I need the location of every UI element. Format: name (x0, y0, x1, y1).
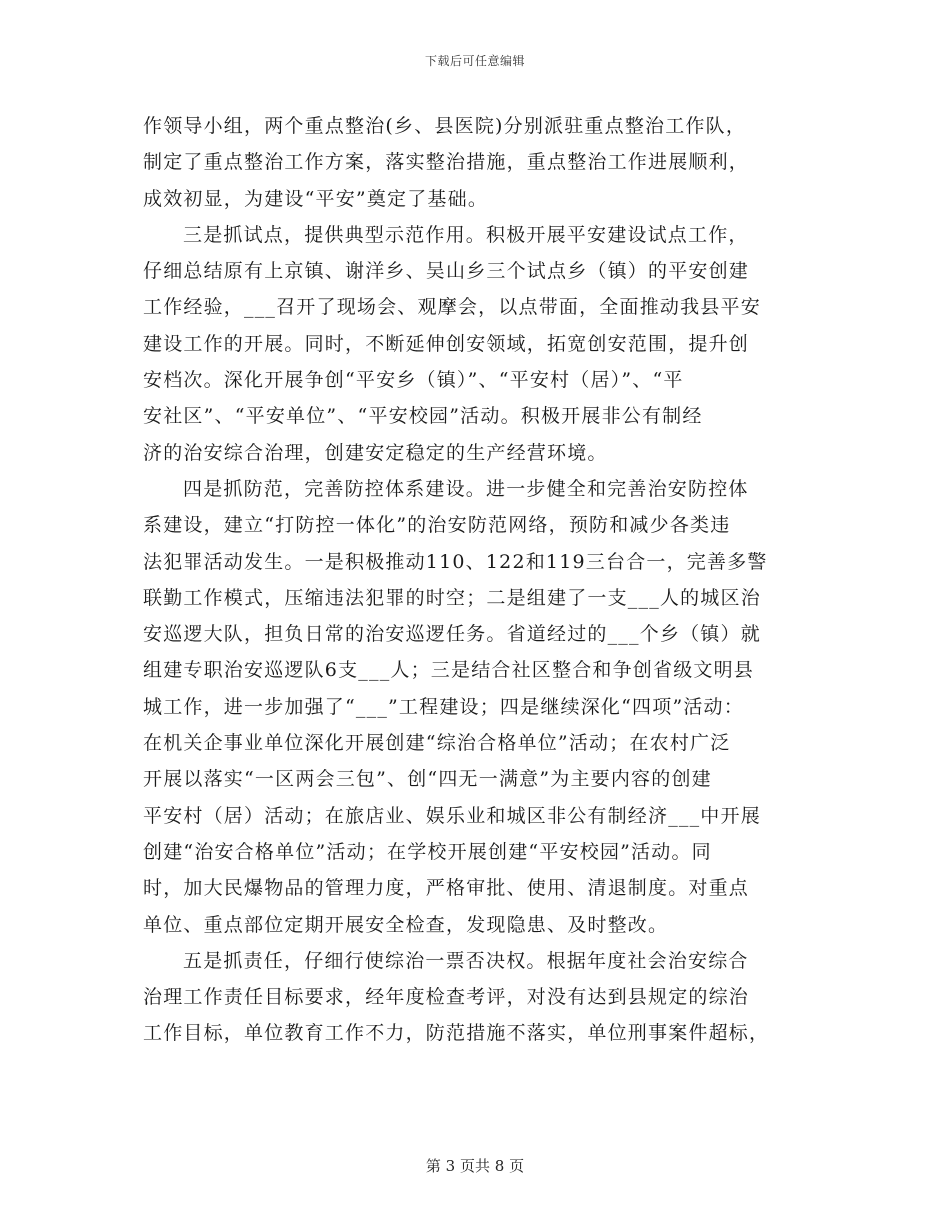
text-line: 平安村（居）活动；在旅店业、娱乐业和城区非公有制经济___中开展 (143, 804, 761, 827)
text-line: 安巡逻大队，担负日常的治安巡逻任务。省道经过的___个乡（镇）就 (143, 623, 761, 646)
text-line: 工作经验，___召开了现场会、观摩会，以点带面，全面推动我县平安 (143, 296, 761, 319)
page-header: 下载后可任意编辑 (424, 54, 525, 68)
text-line: 济的治安综合治理，创建安定稳定的生产经营环境。 (143, 441, 608, 464)
document-body (143, 108, 811, 1052)
text-line: 成效初显，为建设“平安”奠定了基础。 (143, 187, 489, 210)
text-line: 单位、重点部位定期开展安全检查，发现隐患、及时整改。 (143, 913, 669, 936)
paragraph-first-line: 五是抓责任，仔细行使综治一票否决权。根据年度社会治安综合 (183, 949, 749, 972)
text-line: 建设工作的开展。同时，不断延伸创安领域，拓宽创安范围，提升创 (143, 332, 750, 355)
text-line: 作领导小组，两个重点整治(乡、县医院)分别派驻重点整治工作队， (143, 115, 747, 137)
text-line: 创建“治安合格单位”活动；在学校开展创建“平安校园”活动。同 (143, 840, 712, 863)
paragraph-first-line: 四是抓防范，完善防控体系建设。进一步健全和完善治安防控体 (183, 477, 749, 500)
text-line: 治理工作责任目标要求，经年度检查考评，对没有达到县规定的综治 (143, 986, 750, 1009)
text-line: 开展以落实“一区两会三包”、创“四无一满意”为主要内容的创建 (143, 768, 712, 791)
paragraph-first-line: 三是抓试点，提供典型示范作用。积极开展平安建设试点工作， (183, 223, 749, 246)
text-line: 仔细总结原有上京镇、谢洋乡、吴山乡三个试点乡（镇）的平安创建 (143, 260, 750, 283)
text-line: 安档次。深化开展争创“平安乡（镇）”、“平安村（居）”、“平 (143, 369, 684, 392)
text-line: 联勤工作模式，压缩违法犯罪的时空；二是组建了一支___人的城区治 (143, 586, 761, 609)
text-line: 系建设，建立“打防控一体化”的治安防范网络，预防和减少各类违 (143, 514, 731, 537)
text-line: 工作目标，单位教育工作不力，防范措施不落实，单位刑事案件超标， (143, 1022, 770, 1045)
text-line: 法犯罪活动发生。一是积极推动110、122和119三台合一，完善多警 (143, 550, 768, 573)
text-line: 时，加大民爆物品的管理力度，严格审批、使用、清退制度。对重点 (143, 877, 750, 900)
text-line: 制定了重点整治工作方案，落实整治措施，重点整治工作进展顺利， (143, 151, 750, 174)
text-line: 城工作，进一步加强了“___”工程建设；四是继续深化“四项”活动： (143, 695, 744, 718)
text-line: 在机关企事业单位深化开展创建“综治合格单位”活动；在农村广泛 (143, 732, 731, 755)
text-line: 组建专职治安巡逻队6支___人；三是结合社区整合和争创省级文明县 (143, 659, 754, 682)
page-number-footer: 第 3 页共 8 页 (425, 1157, 525, 1175)
text-line: 安社区”、“平安单位”、“平安校园”活动。积极开展非公有制经 (143, 405, 703, 428)
